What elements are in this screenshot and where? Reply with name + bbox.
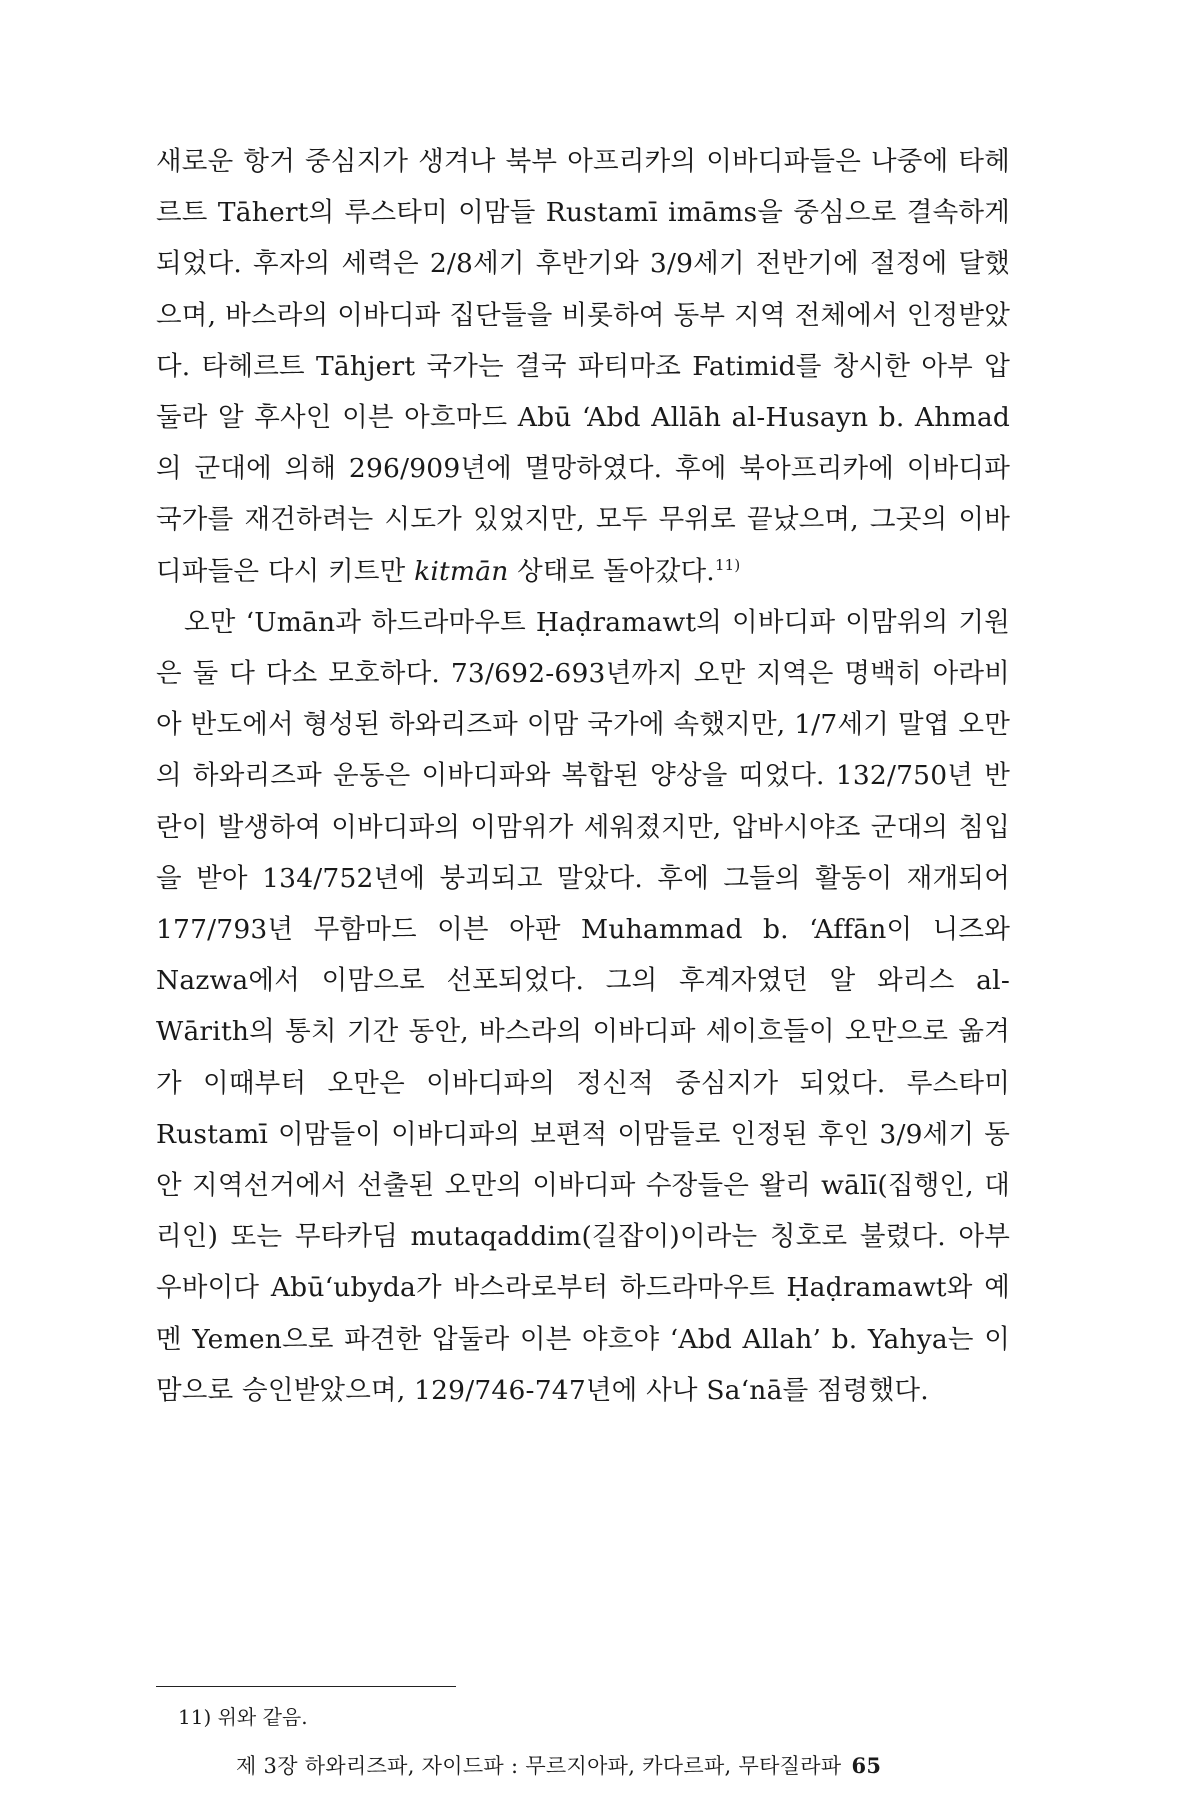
footnote-divider bbox=[156, 1686, 456, 1687]
paragraph-2-text: 오만 ‘Umān과 하드라마우트 Ḥaḍramawt의 이바디파 이맘위의 기원은 둘 다 다소 모호하다. 73/692-693년까지 오만 지역은 명백히 아라비아 반도에서 형성된 하와리즈파 이맘 국가에 속했지만, 1/7세기 말엽 오만의 하와리즈파 운동은 이바디파와 복합된 양상을 띠었다. 132/750년 반란이 발생하여 이바디파의 이맘위가 세워졌지만, 압바시야조 군대의 침입을 받아 134/752년에 붕괴되고 말았다. 후에 그들의 활동이 재개되어 177/793년 무함마드 이븐 아판 Muhammad b. ‘Affān이 니즈와 Nazwa에서 이맘으로 선포되었다. 그의 후계자였던 알 와리스 al-Wārith의 통치 기간 동안, 바스라의 이바디파 세이흐들이 오만으로 옮겨가 이때부터 오만은 이바디파의 정신적 중심지가 되었다. 루스타미 Rustamī 이맘들이 이바디파의 보편적 이맘들로 인정된 후인 3/9세기 동안 지역선거에서 선출된 오만의 이바디파 수장들은 왈리 wālī(집행인, 대리인) 또는 무타카딤 mutaqaddim(길잡이)이라는 칭호로 불렸다. 아부 우바이다 Abū‘ubyda가 바스라로부터 하드라마우트 Ḥaḍramawt와 예멘 Yemen으로 파견한 압둘라 이븐 야흐야 ‘Abd Allah’ b. Yahya는 이맘으로 승인받았으며, 129/746-747년에 사나 Sa‘nā를 점령했다. bbox=[156, 606, 1010, 1406]
page-number: 65 bbox=[851, 1753, 882, 1778]
italic-term-kitman: kitmān bbox=[414, 555, 509, 587]
paragraph-1-ending: 상태로 돌아갔다. bbox=[508, 555, 715, 587]
body-text bbox=[156, 136, 1010, 1416]
paragraph-1-text: 새로운 항거 중심지가 생겨나 북부 아프리카의 이바디파들은 나중에 타헤르트 Tāhert의 루스타미 이맘들 Rustamī imāms을 중심으로 결속하게 되었다. 후자의 세력은 2/8세기 후반기와 3/9세기 전반기에 절정에 달했으며, 바스라의 이바디파 집단들을 비롯하여 동부 지역 전체에서 인정받았다. 타헤르트 Tāhjert 국가는 결국 파티마조 Fatimid를 창시한 아부 압둘라 알 후사인 이븐 아흐마드 Abū ‘Abd Allāh al-Husayn b. Ahmad의 군대에 의해 296/909년에 멸망하였다. 후에 북아프리카에 이바디파 국가를 재건하려는 시도가 있었지만, 모두 무위로 끝났으며, 그곳의 이바디파들은 다시 키트만 bbox=[156, 146, 1010, 587]
footnote: 11) 위와 같음. bbox=[178, 1705, 308, 1729]
chapter-title: 제 3장 하와리즈파, 자이드파 : 무르지아파, 카다르파, 무타질라파 bbox=[236, 1754, 842, 1778]
paragraph-1 bbox=[156, 136, 1010, 597]
paragraph-2 bbox=[156, 597, 1010, 1416]
running-footer bbox=[236, 1752, 881, 1780]
footnote-reference[interactable]: 11) bbox=[714, 555, 741, 574]
